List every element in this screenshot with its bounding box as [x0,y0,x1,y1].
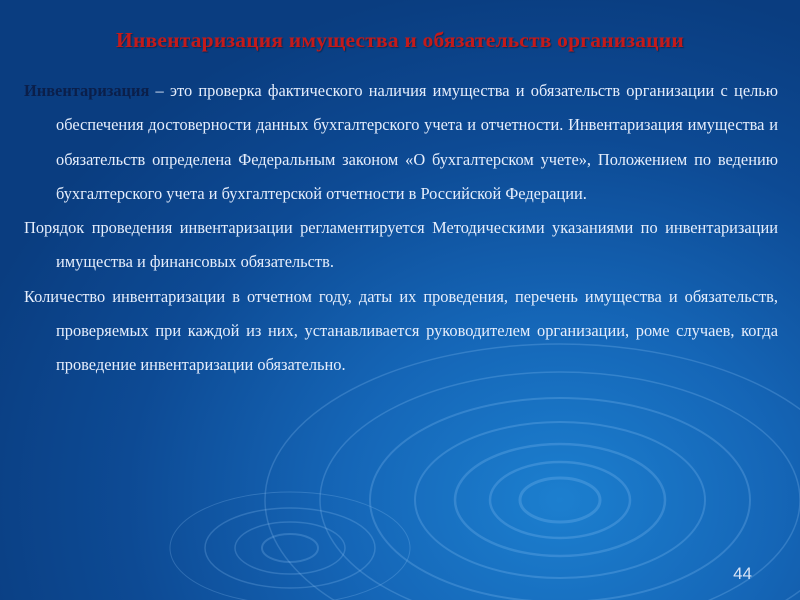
page-number: 44 [733,564,752,583]
definition-text: – это проверка фактического наличия имущества и обязательств организации с целью обеспечения достоверности данных бухгалтерского учета и отчетности. Инвентаризация имущества и обязательств определена Федеральным законом «О бухгалтерском учете», Положением по ведению бухгалтерского учета и бухгалтерской отчетности в Российской Федерации. [56,81,778,203]
slide-body [24,74,778,383]
term-inventory: Инвентаризация [24,81,150,100]
paragraph-procedure: Порядок проведения инвентаризации регламентируется Методическими указаниями по инвентаризации имущества и финансовых обязательств. [24,218,778,272]
slide-title: Инвентаризация имущества и обязательств организации [116,28,684,52]
paragraph-quantity: Количество инвентаризации в отчетном году, даты их проведения, перечень имущества и обязательств, проверяемых при каждой из них, устанавливается руководителем организации, роме случаев, когда проведение инвентаризации обязательно. [24,286,778,375]
paragraph-definition [24,74,778,211]
